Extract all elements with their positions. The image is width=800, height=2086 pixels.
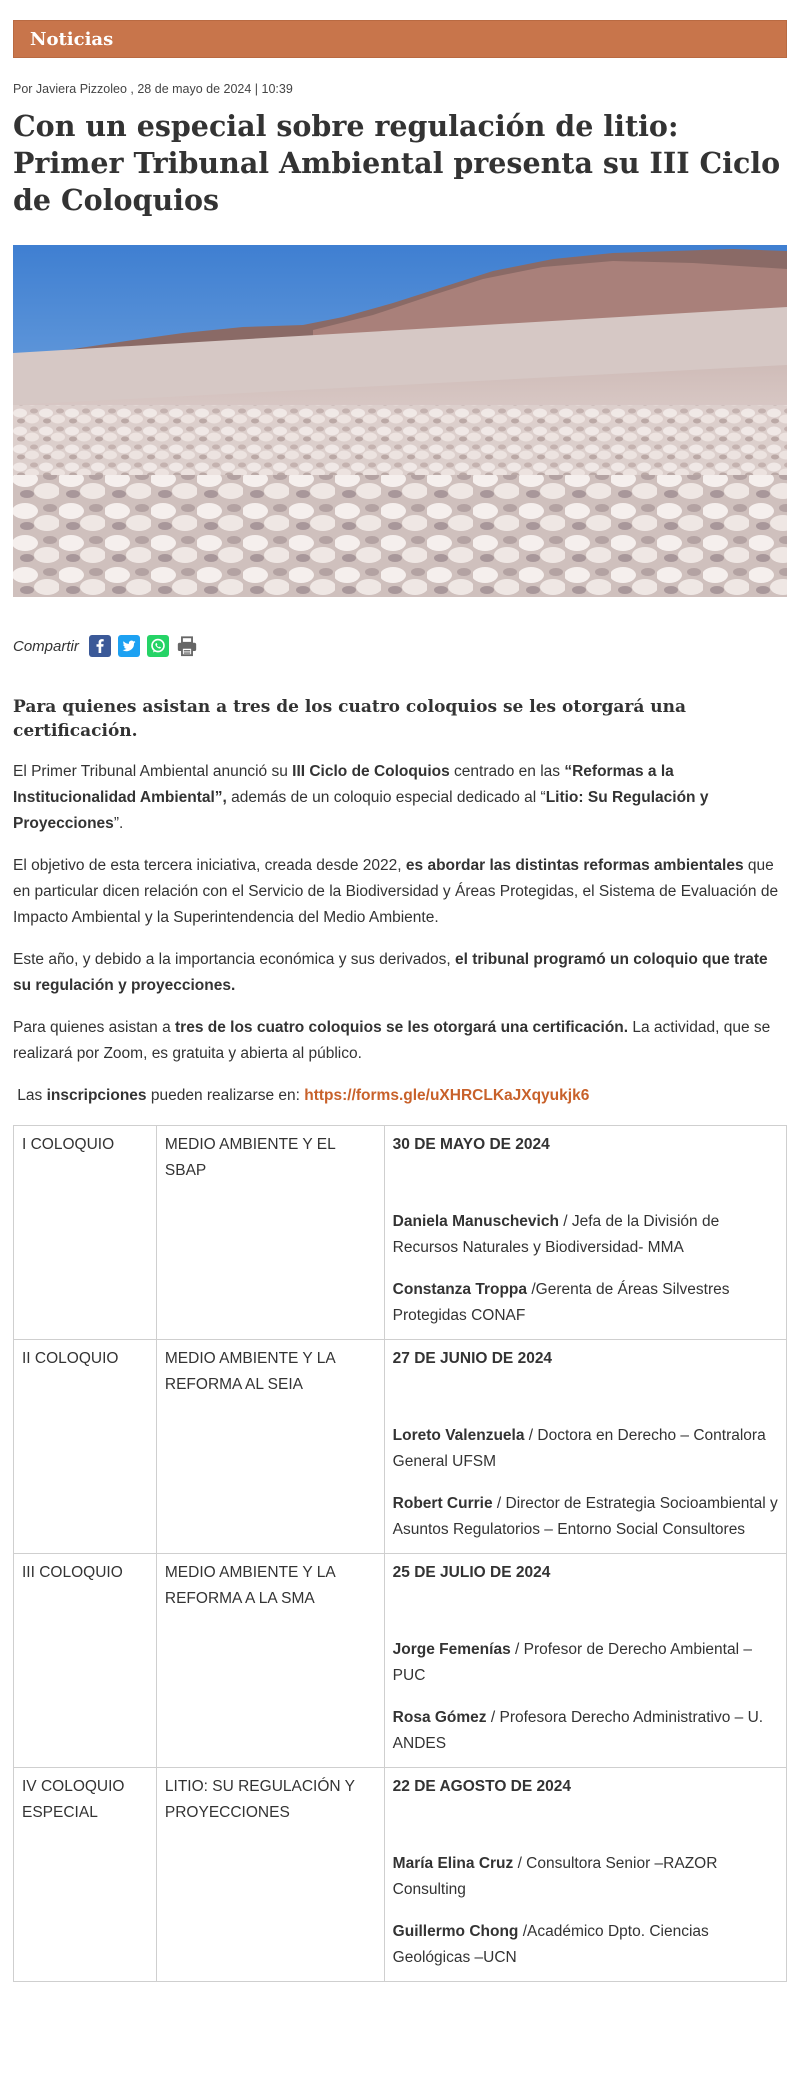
schedule-row — [14, 1554, 787, 1768]
paragraph-registration: Las inscripciones pueden realizarse en: https://forms.gle/uXHRCLKaJXqyukjk6 — [13, 1087, 590, 1104]
speaker — [393, 1637, 778, 1689]
schedule-table — [13, 1125, 787, 1982]
speaker-name: Guillermo Chong — [392, 1923, 519, 1940]
speaker-role: /Gerenta de Áreas Silvestres Protegidas CONAF — [392, 1281, 730, 1324]
colloquium-topic: LITIO: SU REGULACIÓN Y PROYECCIONES — [156, 1768, 384, 1982]
colloquium-topic: MEDIO AMBIENTE Y LA REFORMA A LA SMA — [156, 1554, 384, 1768]
twitter-icon[interactable] — [118, 635, 140, 657]
schedule-row — [14, 1768, 787, 1982]
facebook-icon[interactable] — [89, 635, 111, 657]
speaker-name: Jorge Femenías — [392, 1641, 511, 1658]
speaker-role: / Profesor de Derecho Ambiental – PUC — [392, 1641, 752, 1684]
section-title: Noticias — [30, 28, 114, 50]
colloquium-name: I COLOQUIO — [14, 1126, 157, 1340]
speaker — [393, 1851, 778, 1903]
whatsapp-icon[interactable] — [147, 635, 169, 657]
article-title: Con un especial sobre regulación de litio: Primer Tribunal Ambiental presenta su III Ciclo de Coloquios — [13, 109, 781, 217]
colloquium-date: 30 DE MAYO DE 2024 — [392, 1136, 550, 1153]
article-meta: Por Javiera Pizzoleo , 28 de mayo de 2024 | 10:39 — [13, 82, 293, 96]
colloquium-name: IV COLOQUIO ESPECIAL — [14, 1768, 157, 1982]
colloquium-details — [384, 1554, 786, 1768]
colloquium-details — [384, 1340, 786, 1554]
speaker-name: Constanza Troppa — [392, 1281, 528, 1298]
speaker-role: / Profesora Derecho Administrativo – U. ANDES — [392, 1709, 764, 1752]
speaker-name: Daniela Manuschevich — [392, 1213, 559, 1230]
speaker — [393, 1919, 778, 1971]
colloquium-name: II COLOQUIO — [14, 1340, 157, 1554]
speaker-role: / Consultora Senior –RAZOR Consulting — [392, 1855, 718, 1898]
colloquium-date: 27 DE JUNIO DE 2024 — [392, 1350, 553, 1367]
colloquium-date: 25 DE JULIO DE 2024 — [392, 1564, 551, 1581]
speaker — [393, 1705, 778, 1757]
hero-image — [13, 245, 787, 597]
print-icon[interactable] — [176, 635, 198, 657]
article-subheading: Para quienes asistan a tres de los cuatro coloquios se les otorgará una certificación. — [13, 697, 687, 741]
speaker-name: Robert Currie — [392, 1495, 493, 1512]
speaker-name: María Elina Cruz — [392, 1855, 514, 1872]
colloquium-topic: MEDIO AMBIENTE Y LA REFORMA AL SEIA — [156, 1340, 384, 1554]
speaker-role: / Doctora en Derecho – Contralora General UFSM — [392, 1427, 766, 1470]
colloquium-date: 22 DE AGOSTO DE 2024 — [392, 1778, 571, 1795]
colloquium-details — [384, 1768, 786, 1982]
speaker — [393, 1209, 778, 1261]
speaker-role: /Académico Dpto. Ciencias Geológicas –UCN — [392, 1923, 709, 1966]
speaker-role: / Director de Estrategia Socioambiental y Asuntos Regulatorios – Entorno Social Consultores — [392, 1495, 778, 1538]
share-bar — [13, 631, 787, 661]
colloquium-name: III COLOQUIO — [14, 1554, 157, 1768]
speaker-role: / Jefa de la División de Recursos Naturales y Biodiversidad- MMA — [392, 1213, 720, 1256]
speaker-name: Rosa Gómez — [392, 1709, 487, 1726]
schedule-row — [14, 1126, 787, 1340]
paragraph-certification: Para quienes asistan a tres de los cuatro coloquios se les otorgará una certificación. La actividad, que se realizará por Zoom, es gratuita y abierta al público. — [13, 1019, 771, 1062]
paragraph-lithium: Este año, y debido a la importancia económica y sus derivados, el tribunal programó un coloquio que trate su regulación y proyecciones. — [13, 951, 768, 994]
paragraph-objective: El objetivo de esta tercera iniciativa, creada desde 2022, es abordar las distintas reformas ambientales que en particular dicen relación con el Servicio de la Biodiversidad y Áreas Protegidas, el Sistema de Evaluación de Impacto Ambiental y la Superintendencia del Medio Ambiente. — [13, 857, 779, 926]
colloquium-topic: MEDIO AMBIENTE Y EL SBAP — [156, 1126, 384, 1340]
speaker — [393, 1423, 778, 1475]
speaker — [393, 1277, 778, 1329]
registration-link[interactable]: https://forms.gle/uXHRCLKaJXqyukjk6 — [304, 1087, 590, 1104]
section-header — [13, 20, 787, 58]
schedule-row — [14, 1340, 787, 1554]
paragraph-intro: El Primer Tribunal Ambiental anunció su III Ciclo de Coloquios centrado en las “Reformas a la Institucionalidad Ambiental”, además de un coloquio especial dedicado al “Litio: Su Regulación y Proyecciones”. — [13, 763, 709, 832]
speaker-name: Loreto Valenzuela — [392, 1427, 525, 1444]
colloquium-details — [384, 1126, 786, 1340]
share-label: Compartir — [13, 637, 79, 655]
speaker — [393, 1491, 778, 1543]
